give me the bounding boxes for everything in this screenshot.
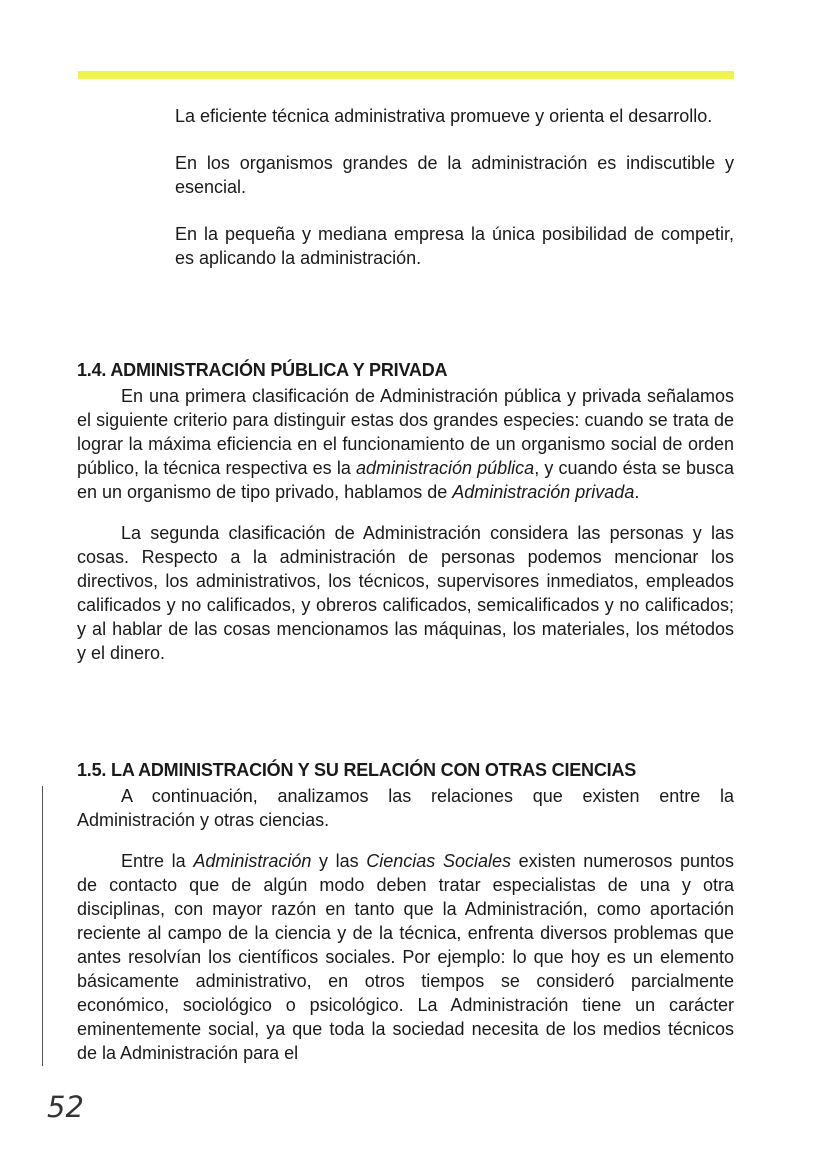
text: . [634, 482, 640, 502]
section-1-4 [77, 358, 734, 682]
paragraph: La segunda clasificación de Administración considera las personas y las cosas. Respecto a la administración de personas podemos mencionar los directivos, los administrativos, los técnicos, supervisores inmediatos, empleados calificados y no calificados, y obreros calificados, semicalificados y no calificados; y al hablar de las cosas mencionamos las máquinas, los materiales, los métodos y el dinero. [77, 523, 734, 663]
text: , y cuando ésta se busca en un organismo de tipo privado, hablamos de [77, 458, 735, 502]
section-heading: 1.4. ADMINISTRACIÓN PÚBLICA Y PRIVADA [77, 360, 448, 380]
emphasis: Ciencias Sociales [366, 851, 511, 871]
paragraph: En la pequeña y mediana empresa la única posibilidad de competir, es aplicando la administración. [175, 224, 734, 268]
text: existen numerosos puntos de contacto que de algún modo deben tratar especialistas de una y otra disciplinas, con mayor razón en tanto que la Administración, como aportación reciente al campo de la ciencia y de la técnica, enfrenta diversos problemas que antes resolvían los científicos sociales. Por ejemplo: lo que hoy es un elemento básicamente administrativo, en otros tiempos se consideró parcialmente económico, sociológico o psicológico. La Administración tiene un carácter eminentemente social, ya que toda la sociedad necesita de los medios técnicos de la Administración para el [77, 851, 735, 1063]
emphasis: administración pública [355, 458, 535, 478]
header-accent-bar [78, 71, 734, 79]
intro-points [175, 104, 734, 293]
emphasis: Administración privada [452, 482, 635, 502]
paragraph [77, 849, 734, 1065]
text: Entre la [121, 851, 194, 871]
paragraph: En los organismos grandes de la administración es indiscutible y esencial. [175, 153, 734, 197]
paragraph: La eficiente técnica administrativa promueve y orienta el desarrollo. [175, 106, 713, 126]
page-number: 52 [47, 1090, 84, 1124]
paragraph [77, 384, 734, 504]
text: En una primera clasificación de Administración pública y privada señalamos el siguiente criterio para distinguir estas dos grandes especies: cuando se trata de lograr la máxima eficiencia en el funcionamiento de un organismo social de orden público, la técnica respectiva es la [77, 386, 734, 478]
margin-rule [42, 786, 43, 1066]
emphasis: Administración [193, 851, 312, 871]
section-heading: 1.5. LA ADMINISTRACIÓN Y SU RELACIÓN CON OTRAS CIENCIAS [77, 760, 637, 780]
section-1-5 [77, 758, 734, 1082]
text: y las [311, 851, 367, 871]
paragraph: A continuación, analizamos las relaciones que existen entre la Administración y otras ciencias. [77, 786, 734, 830]
